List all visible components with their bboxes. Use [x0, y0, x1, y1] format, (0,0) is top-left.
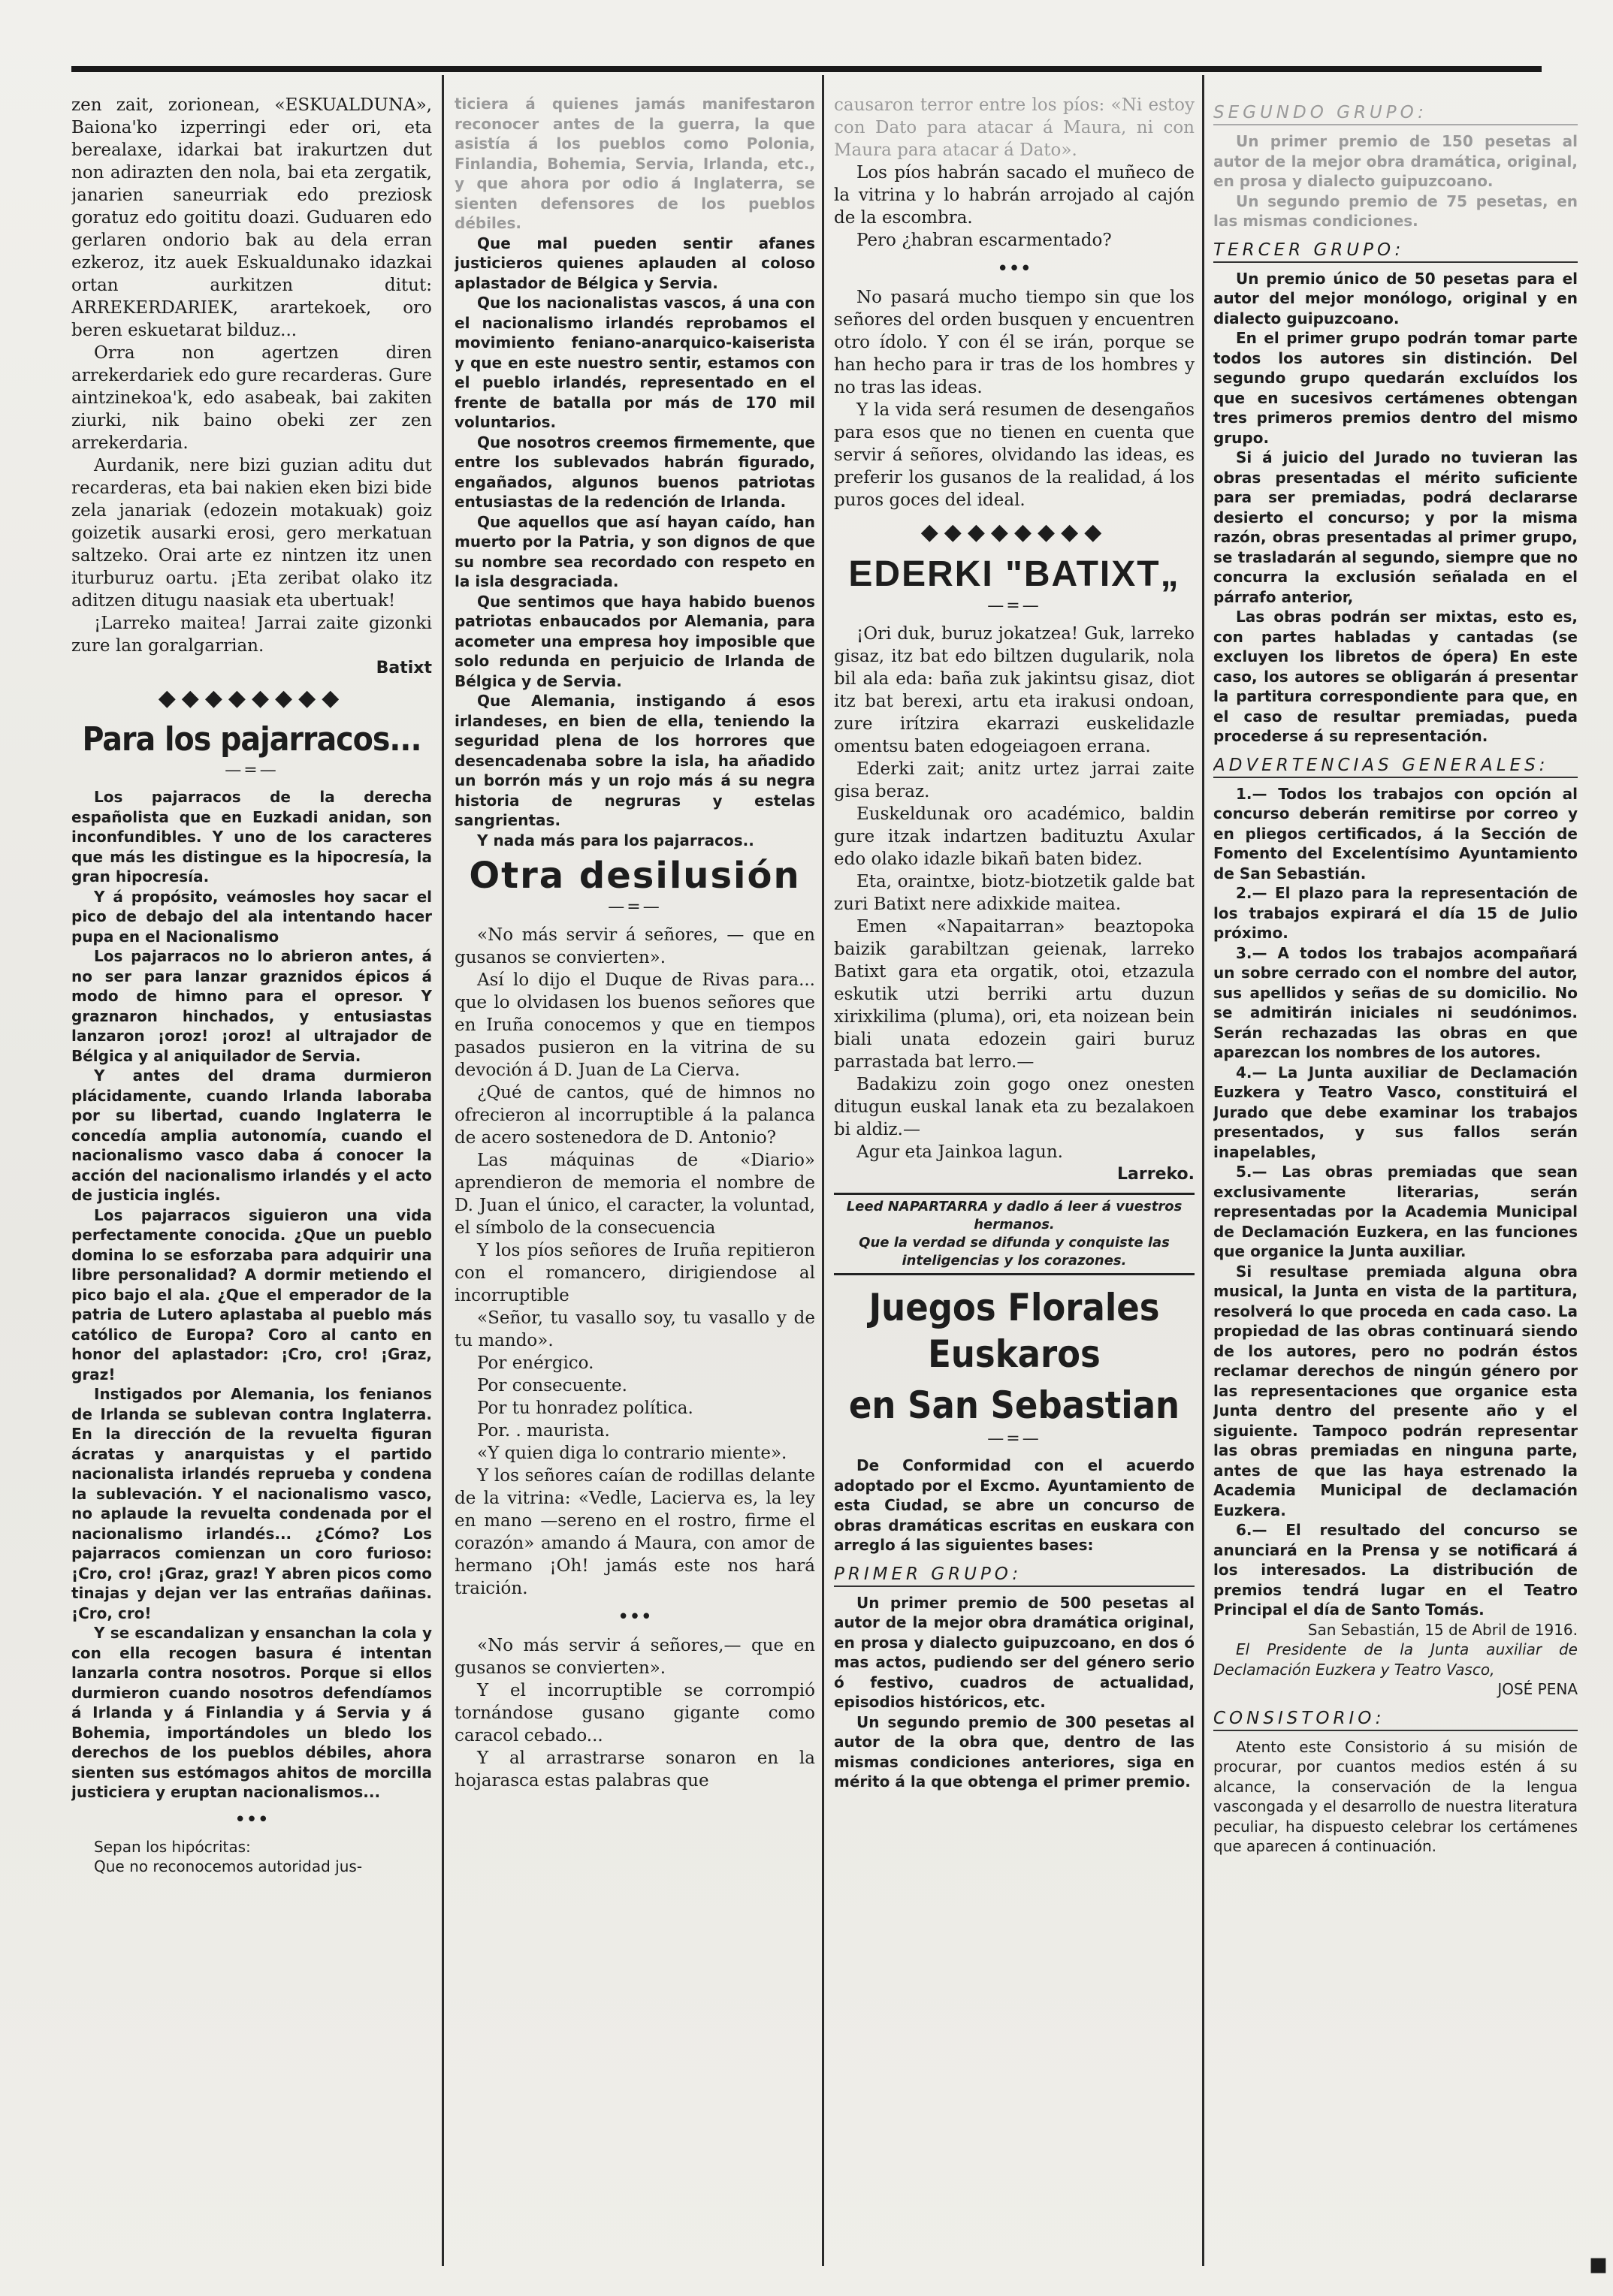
top-rule	[71, 66, 1542, 72]
paragraph: Por tu honradez política.	[477, 1398, 693, 1418]
paragraph: 3.— A todos los trabajos acompañará un sobre cerrado con el nombre del autor, sus apellidos y señas de su domicilio. No se admitirán iniciales ni seudónimos. Serán rechazadas las obras en que aparezcan los nombres de los autores.	[1213, 943, 1578, 1061]
margin-mark: ▪	[1587, 2246, 1608, 2281]
paragraph: Instigados por Alemania, los fenianos de Irlanda se sublevan contra Inglaterra. En la dirección de la revuelta figuran ácratas y anarquistas y el partido nacionalista irlandés reprueba y condena la sublevación. Y el nacionalismo vasco, no aplaude la revuelta condenada por el nacionalismo irlandés... ¿Cómo? Los pajarracos comienzan un coro furioso: ¡Cro, cro! ¡Graz, graz! Y abren picos como tinajas y dejan ver las entrañas dañinas. ¡Cro, cro!	[71, 1385, 432, 1622]
paragraph: Atento este Consistorio á su misión de procurar, por cuantos medios estén á su alcance, la conservación de la lengua vascongada y el desarrollo de nuestra literatura peculiar, ha dispuesto celebrar los certámenes que aparecen á continuación.	[1213, 1737, 1578, 1855]
ornament-divider: ◆◆◆◆◆◆◆◆	[158, 685, 346, 711]
ornament: —=—	[987, 1429, 1041, 1448]
paragraph: Y al arrastrarse sonaron en la hojarasca estas palabras que	[455, 1748, 815, 1791]
notice-line: Que la verdad se difunda y conquiste las inteligencias y los corazones.	[859, 1235, 1170, 1269]
paragraph: Badakizu zoin gogo onez onesten ditugun euskal lanak eta zu bezalakoen bi aldiz.—	[834, 1075, 1195, 1139]
paragraph: Si á juicio del Jurado no tuvieran las obras presentadas el mérito suficiente para ser premiadas, podrá declararse desierto el concurso; y por la misma razón, obras presentadas al primer grupo, se trasladarán al segundo, siempre que no concurra la exclusión señalada en el párrafo anterior,	[1213, 448, 1578, 606]
paragraph: zen zait, zorionean, «ESKUALDUNA», Baiona'ko izperringi eder ori, eta berealaxe, idarkai bat irakurtzen dut non adirazten den nola, bai eta zergatik, janarien saneurriak edo preziosk goratuz edo goititu doazi. Guduaren edo gerlaren ondorio bak au dela erran ezkeroz, itz auek Eskualdunako idazkai ortan aurkitzen ditut: ARREKERDARIEK, arartekoek, oro beren eskuetarat bilduz...	[71, 95, 432, 340]
paragraph: Aurdanik, nere bizi guzian aditu dut recarderas, eta bai nakien eken bizi bide zela janariak (edozein motakuak) goiz goizetik ausarki erosi, gero merkatuan saltzeko. Orai arte ez nintzen itz unen iturburuz oartu. ¡Eta zeribat olako itz aditzen ditugu naasiak eta ubertuak!	[71, 456, 432, 611]
paragraph: «Y quien diga lo contrario miente».	[477, 1444, 787, 1463]
paragraph: Que no reconocemos autoridad jus-	[94, 1857, 363, 1875]
section-heading: SEGUNDO GRUPO:	[1213, 103, 1578, 125]
paragraph: Un segundo premio de 75 pesetas, en las mismas condiciones.	[1213, 192, 1578, 230]
paragraph: Pero ¿habran escarmentado?	[856, 231, 1112, 250]
paragraph: Si resultase premiada alguna obra musical, la Junta en vista de la partitura, resolverá lo que proceda en cada caso. La propiedad de las obras continuará siendo de los autores, pero no podrán éstos reclamar derechos de ningún género por las representaciones que organice esta Junta dentro del presente año y el siguiente. Tampoco podrán representar las obras premiadas en ninguna parte, antes de que las haya estrenado la Academia Municipal de declamación Euzkera.	[1213, 1262, 1578, 1519]
paragraph: Los pajarracos siguieron una vida perfectamente conocida. ¿Que un pueblo domina lo se esforzaba para adquirir una libre personalidad? A dormir metiendo el pico bajo el ala. ¿Que el emperador de la patria de Lutero aplastaba al pueblo más católico de Europa? Coro al canto en honor del aplastador: ¡Cro, cro! ¡Graz, graz!	[71, 1205, 432, 1383]
paragraph: No pasará mucho tiempo sin que los señores del orden busquen y encuentren otro ídolo. Y con él se irán, porque se han hecho para ir tras de los hombres y no tras las ideas.	[834, 288, 1195, 397]
paragraph: 2.— El plazo para la representación de los trabajos expirará el día 15 de Julio próximo.	[1213, 884, 1578, 942]
paragraph: Así lo dijo el Duque de Rivas para... que lo olvidasen los buenos señores que en Iruña conocemos y que en tiempos pasados pusieron en la vitrina de su devoción á D. Juan de La Cierva.	[455, 970, 815, 1080]
paragraph: Un primer premio de 150 pesetas al autor de la mejor obra dramática, original, en prosa y dialecto guipuzcoano.	[1213, 132, 1578, 190]
article-headline: Otra desilusión	[469, 855, 801, 897]
paragraph: ¿Qué de cantos, qué de himnos no ofrecieron al incorruptible á la palanca de acero sostenedora de D. Antonio?	[455, 1083, 815, 1148]
ornament: •••	[617, 1606, 652, 1628]
ornament: —=—	[987, 596, 1041, 615]
paragraph: 1.— Todos los trabajos con opción al concurso deberán remitirse por correo y en pliegos certificados, á la Sección de Fomento del Excelentísimo Ayuntamiento de San Sebastián.	[1213, 784, 1578, 882]
paragraph: Las máquinas de «Diario» aprendieron de memoria el nombre de D. Juan el único, el caracter, la voluntad, el símbolo de la consecuencia	[455, 1151, 815, 1238]
paragraph: Y los señores caían de rodillas delante de la vitrina: «Vedle, Lacierva es, la ley en mano —sereno en el rostro, firme el corazón» amando á Maura, con amor de hermano ¡Oh! jamás este nos hará traición.	[455, 1466, 815, 1598]
section-heading: PRIMER GRUPO:	[834, 1564, 1195, 1587]
column-rule	[822, 75, 824, 2266]
column-rule	[442, 75, 444, 2266]
dateline: San Sebastián, 15 de Abril de 1916.	[1307, 1620, 1578, 1639]
paragraph: «Señor, tu vasallo soy, tu vasallo y de tu mando».	[455, 1308, 815, 1350]
paragraph: Y los píos señores de Iruña repitieron con el romancero, dirigiendose al incorruptible	[455, 1241, 815, 1305]
paragraph: ¡Ori duk, buruz jokatzea! Guk, larreko gisaz, itz bat edo biltzen dugularik, nola bil ala eda: baña zuk jakintsu gisaz, diot itz bat berexi, artu eta irakusi ondoan, zure irítzira ekarrazi euskelidazle omentsu baten edogeiagoen errana.	[834, 624, 1195, 756]
column-4	[1213, 94, 1578, 2270]
signature: Batixt	[376, 659, 432, 677]
article-headline: EDERKI "BATIXT„	[848, 554, 1180, 594]
paragraph: Emen «Napaitarran» beaztopoka baizik garabiltzan geienak, larreko Batixt gara eta orgatik, otoi, etzazula eskutik utzi berriki artu duzun xirixkilima (pluma), ori, eta noizean bein biali unata edozein gairi buruz parrastada bat lerro.—	[834, 917, 1195, 1072]
paragraph: 5.— Las obras premiadas que sean exclusivamente literarias, serán representadas por la Academia Municipal de Declamación Euzkera, en las funciones que organice la Junta auxiliar.	[1213, 1163, 1578, 1260]
paragraph: Orra non agertzen diren arrekerdariek edo gure recarderas. Gure aintzinekoa'k, edo asabeak, bai zakiten ziurki, nik baino obeki zer zen arrekerdaria.	[71, 343, 432, 453]
notice-line: Leed NAPARTARRA y dadlo á leer á vuestros hermanos.	[846, 1199, 1183, 1232]
paragraph: Y la vida será resumen de desengaños para esos que no tienen en cuenta que servir á señores, olvidando las ideas, es preferir los gusanos de la realidad, á los puros goces del ideal.	[834, 400, 1195, 510]
ornament: •••	[234, 1808, 269, 1831]
paragraph: Agur eta Jainkoa lagun.	[856, 1142, 1063, 1162]
paragraph: «No más servir á señores, — que en gusanos se convierten».	[455, 925, 815, 967]
paragraph: Euskeldunak oro académico, baldin gure itzak indartzen badituztu Axular edo olako idazle bikañ baten bidez.	[834, 804, 1195, 869]
paragraph: 4.— La Junta auxiliar de Declamación Euzkera y Teatro Vasco, constituirá el Jurado que debe examinar los trabajos presentados, y sus fallos serán inapelables,	[1213, 1063, 1578, 1161]
paragraph: Eta, oraintxe, biotz-biotzetik galde bat zuri Batixt nere adixkide maitea.	[834, 872, 1195, 914]
column-1	[71, 94, 432, 2270]
paragraph: Y se escandalizan y ensanchan la cola y con ella recogen basura é intentan lanzarla contra nosotros. Porque si ellos durmieron cuando nosotros defendíamos á Irlanda y á Finlandia y á Servia y á Bohemia, importándoles un bledo los derechos de los pueblos débiles, ahora sienten sus estómagos ahitos de morcilla justiciera y eruptan nacionalismos...	[71, 1624, 432, 1801]
column-rule	[1202, 75, 1204, 2266]
signatory-name: JOSÉ PENA	[1497, 1680, 1578, 1698]
paragraph: Por. . maurista.	[477, 1421, 610, 1441]
paragraph: Ederki zait; anitz urtez jarrai zaite gisa beraz.	[834, 759, 1195, 801]
paragraph: Y el incorruptible se corrompió tornándose gusano gigante como caracol cebado...	[455, 1681, 815, 1745]
column-3	[834, 94, 1195, 2270]
notice-box	[834, 1193, 1195, 1275]
section-heading: TERCER GRUPO:	[1213, 240, 1578, 263]
paragraph: Sepan los hipócritas:	[94, 1837, 251, 1856]
paragraph: Los pajarracos de la derecha españolista que en Euzkadi anidan, son inconfundibles. Y uno de los caracteres que más les distingue es la hipocresía, la gran hipocresía.	[71, 788, 432, 886]
article-headline: Para los pajarracos...	[82, 720, 421, 759]
paragraph: Que los nacionalistas vascos, á una con el nacionalismo irlandés reprobamos el movimiento feniano-anarquico-kaiserista y que en este nuestro sentir, estamos con el pueblo irlandés, representado en el frente de batalla por más de 170 mil voluntarios.	[455, 294, 815, 431]
ornament-divider: ◆◆◆◆◆◆◆◆	[920, 519, 1108, 545]
article-headline: en San Sebastian	[848, 1383, 1180, 1427]
paragraph: Que aquellos que así hayan caído, han muerto por la Patria, y son dignos de que su nombre sea recordado con respeto en la isla desgraciada.	[455, 512, 815, 590]
signatory-title: El Presidente de la Junta auxiliar de Declamación Euzkera y Teatro Vasco,	[1213, 1640, 1578, 1679]
paragraph: «No más servir á señores,— que en gusanos se convierten».	[455, 1636, 815, 1678]
paragraph: Que nosotros creemos firmemente, que entre los sublevados habrán figurado, engañados, algunos buenos patriotas entusiastas de la redención de Irlanda.	[455, 433, 815, 511]
paragraph: Que sentimos que haya habido buenos patriotas enbaucados por Alemania, para acometer una empresa hoy imposible que solo redunda en perjuicio de Irlanda de Bélgica y de Servia.	[455, 592, 815, 690]
paragraph: Un primer premio de 500 pesetas al autor de la mejor obra dramática original, en prosa y dialecto guipuzcoano, en dos ó mas actos, pudiendo ser del género serio ó festivo, cuadros de actualidad, episodios históricos, etc.	[834, 1593, 1195, 1711]
paragraph: Por consecuente.	[477, 1376, 627, 1395]
paragraph: Y nada más para los pajarracos..	[477, 831, 754, 849]
paragraph: Que Alemania, instigando á esos irlandeses, en bien de ella, teniendo la seguridad plena de los horrores que desencadenaba sobre la isla, ha añadido un borrón más y un rojo más á su negra historia de negruras y estelas sangrientas.	[455, 692, 815, 829]
paragraph: 6.— El resultado del concurso se anunciará en la Prensa y se notificará á los interesados. La distribución de premios tendrá lugar en el Teatro Principal el día de Santo Tomás.	[1213, 1521, 1578, 1619]
paragraph: Los píos habrán sacado el muñeco de la vitrina y lo habrán arrojado al cajón de la escombra.	[834, 163, 1195, 228]
paragraph: Y á propósito, veámosles hoy sacar el pico de debajo del ala intentando hacer pupa en el Nacionalismo	[71, 887, 432, 946]
paragraph: Los pajarracos no lo abrieron antes, á no ser para lanzar graznidos épicos á modo de himno para el opresor. Y graznaron hinchados, y entusiastas lanzaron ¡oroz! ¡oroz! al ultrajador de Bélgica y al aniquilador de Servia.	[71, 947, 432, 1065]
ornament: —=—	[608, 898, 662, 916]
paragraph: Las obras podrán ser mixtas, esto es, con partes habladas y cantadas (se excluyen los libretos de ópera) En este caso, los autores se obligarán á presentar la partitura correspondiente para que, en el caso de resultar premiadas, pueda procederse á su representación.	[1213, 608, 1578, 745]
section-heading: ADVERTENCIAS GENERALES:	[1213, 756, 1578, 778]
ornament: —=—	[225, 761, 279, 780]
section-heading: CONSISTORIO:	[1213, 1709, 1578, 1731]
paragraph: Un premio único de 50 pesetas para el autor del mejor monólogo, original y en dialecto guipuzcoano.	[1213, 269, 1578, 327]
paragraph: ticiera á quienes jamás manifestaron reconocer antes de la guerra, la que asistía á los pueblos como Polonia, Finlandia, Bohemia, Servia, Irlanda, etc., y que ahora por odio á Inglaterra, se sienten defensores de los pueblos débiles.	[455, 95, 815, 232]
ornament: •••	[996, 258, 1032, 280]
paragraph: Un segundo premio de 300 pesetas al autor de la obra que, dentro de las mismas condiciones anteriores, siga en mérito á la que obtenga el primer premio.	[834, 1712, 1195, 1791]
paragraph: ¡Larreko maitea! Jarrai zaite gizonki zure lan goralgarrian.	[71, 614, 432, 656]
article-headline: Juegos Florales Euskaros	[868, 1286, 1160, 1376]
column-2	[455, 94, 815, 2270]
paragraph: causaron terror entre los píos: «Ni estoy con Dato para atacar á Maura, ni con Maura para atacar á Dato».	[834, 95, 1195, 160]
signature: Larreko.	[1117, 1165, 1195, 1184]
paragraph: Que mal pueden sentir afanes justicieros quienes aplauden al coloso aplastador de Bélgica y Servia.	[455, 234, 815, 292]
paragraph: Y antes del drama durmieron plácidamente, cuando Irlanda laboraba por su libertad, cuando Inglaterra le concedía amplia autonomía, cuando el nacionalismo vasco daba á conocer la acción del nacionalismo irlandés y el acto de justicia inglés.	[71, 1067, 432, 1204]
paragraph: En el primer grupo podrán tomar parte todos los autores sin distinción. Del segundo grupo quedarán excluídos los que en sucesivos certámenes obtengan tres primeros premios dentro del mismo grupo.	[1213, 329, 1578, 447]
paragraph: Por enérgico.	[477, 1353, 594, 1373]
paragraph: De Conformidad con el acuerdo adoptado por el Excmo. Ayuntamiento de esta Ciudad, se abre un concurso de obras dramáticas escritas en euskara con arreglo á las siguientes bases:	[834, 1456, 1195, 1554]
